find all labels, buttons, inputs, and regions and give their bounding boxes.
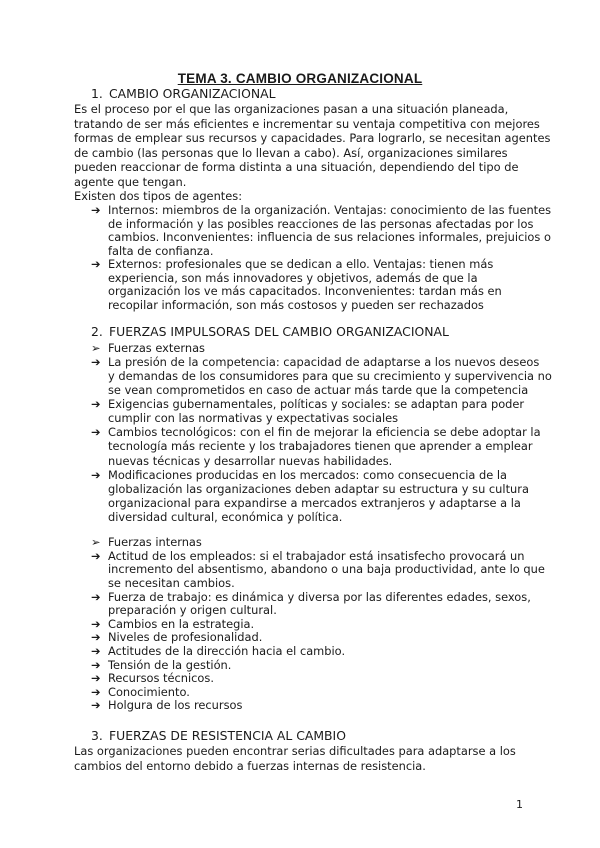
page-number: 1 — [516, 798, 523, 811]
bullet-text-line: Cambios en la estrategia. — [108, 616, 255, 631]
bullet-text-line: Modificaciones producidas en los mercados: como consecuencia de la — [108, 467, 508, 482]
arrow-bullet-icon: ➔ — [91, 589, 101, 604]
bullet-text-line: cambios. Inconvenientes: influencia de sus relaciones informales, prejuicios o — [108, 230, 551, 244]
paragraph-line: formas de emplear sus recursos y capacidades. Para lograrlo, se necesitan agentes — [74, 131, 551, 145]
section-number: 2. — [91, 324, 103, 339]
bullet-text-line: falta de confianza. — [108, 243, 214, 258]
bullet-text-line: Actitud de los empleados: si el trabajador está insatisfecho provocará un — [108, 548, 525, 563]
bullet-text-line: se necesitan cambios. — [108, 576, 235, 590]
bullet-text-line: tecnología más reciente y los trabajadores tienen que aprender a emplear — [108, 439, 533, 454]
section-number: 3. — [91, 728, 103, 743]
arrow-bullet-icon: ➔ — [91, 425, 101, 440]
arrow-bullet-icon: ➔ — [91, 671, 101, 686]
section-number: 1. — [91, 86, 103, 101]
section-heading: FUERZAS IMPULSORAS DEL CAMBIO ORGANIZACIONAL — [109, 324, 449, 339]
subsection-label: Fuerzas externas — [108, 341, 205, 355]
bullet-text-line: diversidad cultural, económica y política. — [108, 509, 343, 524]
arrow-bullet-icon: ➔ — [91, 467, 101, 482]
arrow-bullet-icon: ➔ — [91, 630, 101, 645]
bullet-text-line: Actitudes de la dirección hacia el cambio. — [108, 644, 346, 658]
arrow-bullet-icon: ➔ — [91, 657, 101, 672]
section-heading: CAMBIO ORGANIZACIONAL — [109, 86, 276, 101]
bullet-text-line: Fuerza de trabajo: es dinámica y diversa por las diferentes edades, sexos, — [108, 589, 531, 604]
bullet-text-line: organización los ve más capacitados. Inconvenientes: tardan más en — [108, 284, 502, 298]
paragraph-line: Es el proceso por el que las organizaciones pasan a una situación planeada, — [74, 102, 509, 116]
arrow-bullet-icon: ➔ — [91, 698, 101, 713]
bullet-text-line: Holgura de los recursos — [108, 698, 243, 713]
bullet-text-line: Cambios tecnológicos: con el fin de mejorar la eficiencia se debe adoptar la — [108, 425, 541, 440]
bullet-text-line: organizacional para expandirse a mercados extranjeros y adaptarse a la — [108, 495, 521, 510]
bullet-text-line: Tensión de la gestión. — [108, 657, 232, 672]
arrow-bullet-icon: ➔ — [91, 203, 101, 217]
triangle-bullet-icon: ➢ — [91, 535, 101, 549]
paragraph-line: tratando de ser más eficientes e incrementar su ventaja competitiva con mejores — [74, 116, 540, 131]
bullet-text-line: globalización las organizaciones deben adaptar su estructura y su cultura — [108, 481, 529, 496]
document-title: TEMA 3. CAMBIO ORGANIZACIONAL — [177, 71, 423, 86]
arrow-bullet-icon: ➔ — [91, 257, 101, 271]
arrow-bullet-icon: ➔ — [91, 548, 101, 563]
paragraph-line: pueden reaccionar de forma distinta a una situación, dependiendo del tipo de — [74, 160, 519, 174]
bullet-text-line: Conocimiento. — [108, 684, 190, 699]
bullet-text-line: recopilar información, son más costosos y pueden ser rechazados — [108, 297, 484, 312]
arrow-bullet-icon: ➔ — [91, 616, 101, 631]
bullet-text-line: cumplir con las normativas y expectativas sociales — [108, 411, 399, 426]
paragraph-line: cambios del entorno debido a fuerzas internas de resistencia. — [74, 759, 426, 773]
arrow-bullet-icon: ➔ — [91, 644, 101, 658]
paragraph-line: Existen dos tipos de agentes: — [74, 189, 243, 203]
paragraph-line: agente que tengan. — [74, 174, 187, 189]
bullet-text-line: y demandas de los consumidores para que su crecimiento y supervivencia no — [108, 368, 552, 383]
bullet-text-line: preparación y origen cultural. — [108, 603, 277, 618]
arrow-bullet-icon: ➔ — [91, 397, 101, 412]
bullet-text-line: Internos: miembros de la organización. Ventajas: conocimiento de las fuentes — [108, 203, 552, 217]
section-heading: FUERZAS DE RESISTENCIA AL CAMBIO — [109, 728, 346, 743]
triangle-bullet-icon: ➢ — [91, 341, 101, 355]
paragraph-line: Las organizaciones pueden encontrar serias dificultades para adaptarse a los — [74, 744, 516, 758]
bullet-text-line: Externos: profesionales que se dedican a ello. Ventajas: tienen más — [108, 257, 494, 271]
paragraph-line: de cambio (las personas que lo llevan a cabo). Así, organizaciones similares — [74, 145, 508, 160]
bullet-text-line: nuevas técnicas y desarrollar nuevas habilidades. — [108, 453, 393, 468]
bullet-text-line: Recursos técnicos. — [108, 671, 214, 686]
bullet-text-line: se vean comprometidos en caso de actuar más tarde que la competencia — [108, 383, 529, 397]
bullet-text-line: de información y las posibles reacciones de las personas afectadas por los — [108, 216, 534, 231]
bullet-text-line: incremento del absentismo, abandono o una baja productividad, ante lo que — [108, 562, 545, 577]
bullet-text-line: La presión de la competencia: capacidad de adaptarse a los nuevos deseos — [108, 354, 540, 369]
subsection-label: Fuerzas internas — [108, 535, 202, 549]
arrow-bullet-icon: ➔ — [91, 354, 101, 369]
bullet-text-line: experiencia, son más innovadores y objetivos, además de que la — [108, 270, 478, 285]
bullet-text-line: Niveles de profesionalidad. — [108, 630, 263, 645]
arrow-bullet-icon: ➔ — [91, 684, 101, 699]
bullet-text-line: Exigencias gubernamentales, políticas y sociales: se adaptan para poder — [108, 397, 525, 412]
